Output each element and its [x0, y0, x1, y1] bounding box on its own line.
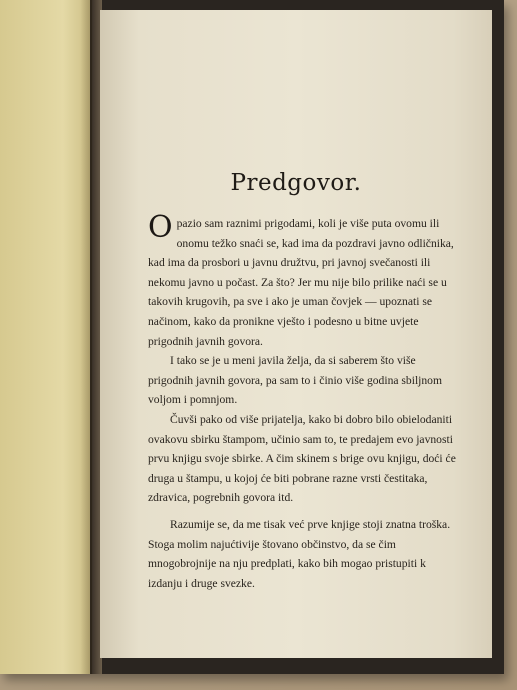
right-page: [100, 10, 492, 658]
paragraph-1-text: pazio sam raznimi prigodami, koli je više puta ovomu ili onomu težko snaći se, kad ima da pozdravi javno odličnika, kad ima da prosbori u javnu družtvu, pri javnoj svečanosti ili nekomu javno u počast. Za što? Jer mu nije bilo prilike naći se u takovih krugovih, pa sve i ako je uman čovjek — upoznati se načinom, kako da pronikne vješto i podesno u bitne uvjete prigodnih javnih govora.: [148, 217, 454, 348]
page-title: Predgovor.: [230, 170, 362, 196]
paragraph-2: I tako se je u meni javila želja, da si saberem što više prigodnih javnih govora, pa sam to i činio više godina sbiljnom voljom i pomnjom.: [148, 354, 442, 407]
drop-cap-letter: O: [148, 210, 173, 245]
preface-text: [148, 210, 460, 593]
paragraph-1: [148, 210, 460, 351]
left-page: [0, 0, 90, 674]
paragraph-4: Razumije se, da me tisak već prve knjige stoji znatna troška. Stoga molim najućtivije štovano občinstvo, da se čim mnogobrojnije na nju predplati, kako bih mogao pristupiti k izdanju i druge svezke.: [148, 517, 451, 590]
paragraph-3: Čuvši pako od više prijatelja, kako bi dobro bilo obielodaniti ovakovu sbirku štampom, učinio sam to, te predajem evo javnosti prvu knjigu svoje sbirke. A čim skinem s brige ovu knjigu, doći će druga u štampu, u kojoj će biti pobrane razne vrsti čestitaka, zdravica, pogrebnih govora itd.: [148, 412, 456, 505]
